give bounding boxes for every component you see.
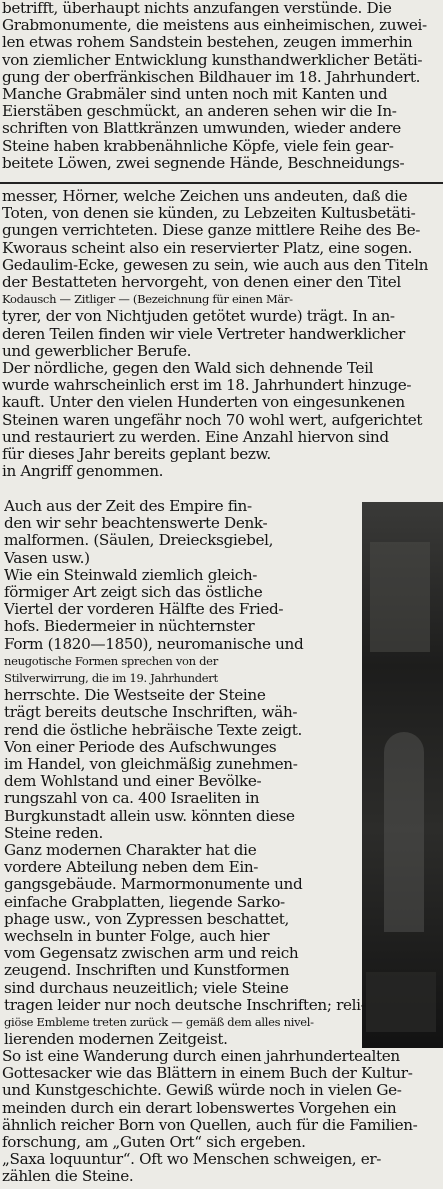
text-line: vordere Abteilung neben dem Ein- — [4, 859, 259, 877]
paragraph-empire-period — [4, 498, 366, 1049]
text-line: Stilverwirrung, die im 19. Jahrhundert — [4, 671, 218, 686]
text-line: der Bestatteten hervorgeht, von denen einer den Titel — [2, 274, 401, 292]
paragraph-middle-row — [2, 188, 441, 480]
text-line: „Saxa loquuntur“. Oft wo Menschen schweigen, er- — [2, 1151, 382, 1169]
column-divider — [0, 182, 443, 184]
text-line: Steine reden. — [4, 824, 103, 842]
text-line: gung der oberfränkischen Bildhauer im 18. Jahrhundert. — [2, 68, 421, 86]
text-line: Auch aus der Zeit des Empire fin- — [4, 498, 252, 515]
text-line: Von einer Periode des Aufschwunges — [4, 738, 277, 756]
cemetery-photo — [362, 502, 443, 1048]
text-line: meinden durch ein derart lobenswertes Vorgehen ein — [2, 1099, 397, 1117]
text-line: Vasen usw.) — [4, 549, 90, 567]
text-line: Form (1820—1850), neuromanische und — [4, 635, 304, 653]
text-line: Kworaus scheint also ein reservierter Platz, eine sogen. — [2, 239, 413, 257]
text-line: zeugend. Inschriften und Kunstformen — [4, 962, 290, 980]
text-line: betrifft, überhaupt nichts anzufangen verstünde. Die — [2, 0, 392, 17]
text-line: förmiger Art zeigt sich das östliche — [4, 584, 263, 602]
text-line: So ist eine Wanderung durch einen jahrhundertealten — [2, 1048, 400, 1065]
text-line: von ziemlicher Entwicklung kunsthandwerklicher Betäti- — [2, 51, 423, 69]
text-line: und restauriert zu werden. Eine Anzahl hiervon sind — [2, 428, 389, 446]
text-line: einfache Grabplatten, liegende Sarko- — [4, 893, 285, 911]
text-line: phage usw., von Zypressen beschattet, — [4, 910, 289, 928]
text-line: Viertel der vorderen Hälfte des Fried- — [4, 601, 284, 619]
text-line: Grabmonumente, die meistens aus einheimischen, zuwei- — [2, 17, 427, 35]
text-line: Gedaulim-Ecke, gewesen zu sein, wie auch aus den Titeln — [2, 256, 429, 274]
text-line: hofs. Biedermeier in nüchternster — [4, 618, 255, 636]
text-line: sind durchaus neuzeitlich; viele Steine — [4, 979, 289, 997]
text-line: in Angriff genommen. — [2, 463, 164, 481]
text-line: beitete Löwen, zwei segnende Hände, Beschneidungs- — [2, 154, 405, 172]
text-line: deren Teilen finden wir viele Vertreter handwerklicher — [2, 325, 405, 343]
text-line: messer, Hörner, welche Zeichen uns andeuten, daß die — [2, 188, 408, 205]
text-line: wechseln in bunter Folge, auch hier — [4, 928, 270, 946]
text-line: giöse Embleme treten zurück — gemäß dem alles nivel- — [4, 1015, 314, 1030]
text-line: rungszahl von ca. 400 Israeliten in — [4, 790, 260, 808]
text-line: Gottesacker wie das Blättern in einem Buch der Kultur- — [2, 1065, 413, 1083]
text-line: gungen verrichteten. Diese ganze mittlere Reihe des Be- — [2, 222, 421, 240]
text-line: rend die östliche hebräische Texte zeigt. — [4, 721, 302, 739]
text-line: Toten, von denen sie künden, zu Lebzeiten Kultusbetäti- — [2, 205, 416, 223]
text-line: wurde wahrscheinlich erst im 18. Jahrhundert hinzuge- — [2, 377, 412, 395]
paragraph-conclusion — [2, 1048, 441, 1186]
text-line: Ganz modernen Charakter hat die — [4, 842, 257, 860]
paragraph-grave-monuments — [2, 0, 441, 172]
text-line: herrschte. Die Westseite der Steine — [4, 687, 266, 705]
text-line: vom Gegensatz zwischen arm und reich — [4, 945, 299, 963]
text-line: Der nördliche, gegen den Wald sich dehnende Teil — [2, 360, 374, 378]
text-line: zählen die Steine. — [2, 1168, 134, 1186]
text-line: malformen. (Säulen, Dreiecksgiebel, — [4, 532, 274, 550]
text-line: den wir sehr beachtenswerte Denk- — [4, 515, 268, 533]
text-line: und Kunstgeschichte. Gewiß würde noch in vielen Ge- — [2, 1082, 402, 1100]
text-line: Steine haben krabbenähnliche Köpfe, viele fein gear- — [2, 137, 394, 155]
text-line: len etwas rohem Sandstein bestehen, zeugen immerhin — [2, 34, 413, 52]
text-line: Burgkunstadt allein usw. könnten diese — [4, 807, 295, 825]
text-line: dem Wohlstand und einer Bevölke- — [4, 773, 262, 791]
text-line: schriften von Blattkränzen umwunden, wieder andere — [2, 120, 401, 138]
text-line: tyrer, der von Nichtjuden getötet wurde) trägt. In an- — [2, 308, 395, 326]
text-line: tragen leider nur noch deutsche Inschriften; reli- — [4, 996, 366, 1014]
text-line: gangsgebäude. Marmormonumente und — [4, 876, 303, 894]
text-line: lierenden modernen Zeitgeist. — [4, 1031, 228, 1049]
text-line: Wie ein Steinwald ziemlich gleich- — [4, 566, 258, 584]
text-line: kauft. Unter den vielen Hunderten von eingesunkenen — [2, 394, 405, 412]
text-line: trägt bereits deutsche Inschriften, wäh- — [4, 704, 298, 722]
photo-detail — [370, 542, 430, 652]
text-line: für dieses Jahr bereits geplant bezw. — [2, 446, 271, 464]
text-line: ähnlich reicher Born von Quellen, auch für die Familien- — [2, 1116, 418, 1134]
text-line: Kodausch — Zitliger — (Bezeichnung für einen Mär- — [2, 292, 293, 307]
text-line: Eierstäben geschmückt, an anderen sehen wir die In- — [2, 103, 397, 121]
text-line: neugotische Formen sprechen von der — [4, 653, 218, 668]
text-line: und gewerblicher Berufe. — [2, 342, 192, 360]
text-line: Manche Grabmäler sind unten noch mit Kanten und — [2, 86, 388, 104]
text-line: Steinen waren ungefähr noch 70 wohl wert, aufgerichtet — [2, 411, 423, 429]
text-line: forschung, am „Guten Ort“ sich ergeben. — [2, 1134, 306, 1152]
text-line: im Handel, von gleichmäßig zunehmen- — [4, 756, 298, 774]
photo-detail — [384, 732, 424, 932]
